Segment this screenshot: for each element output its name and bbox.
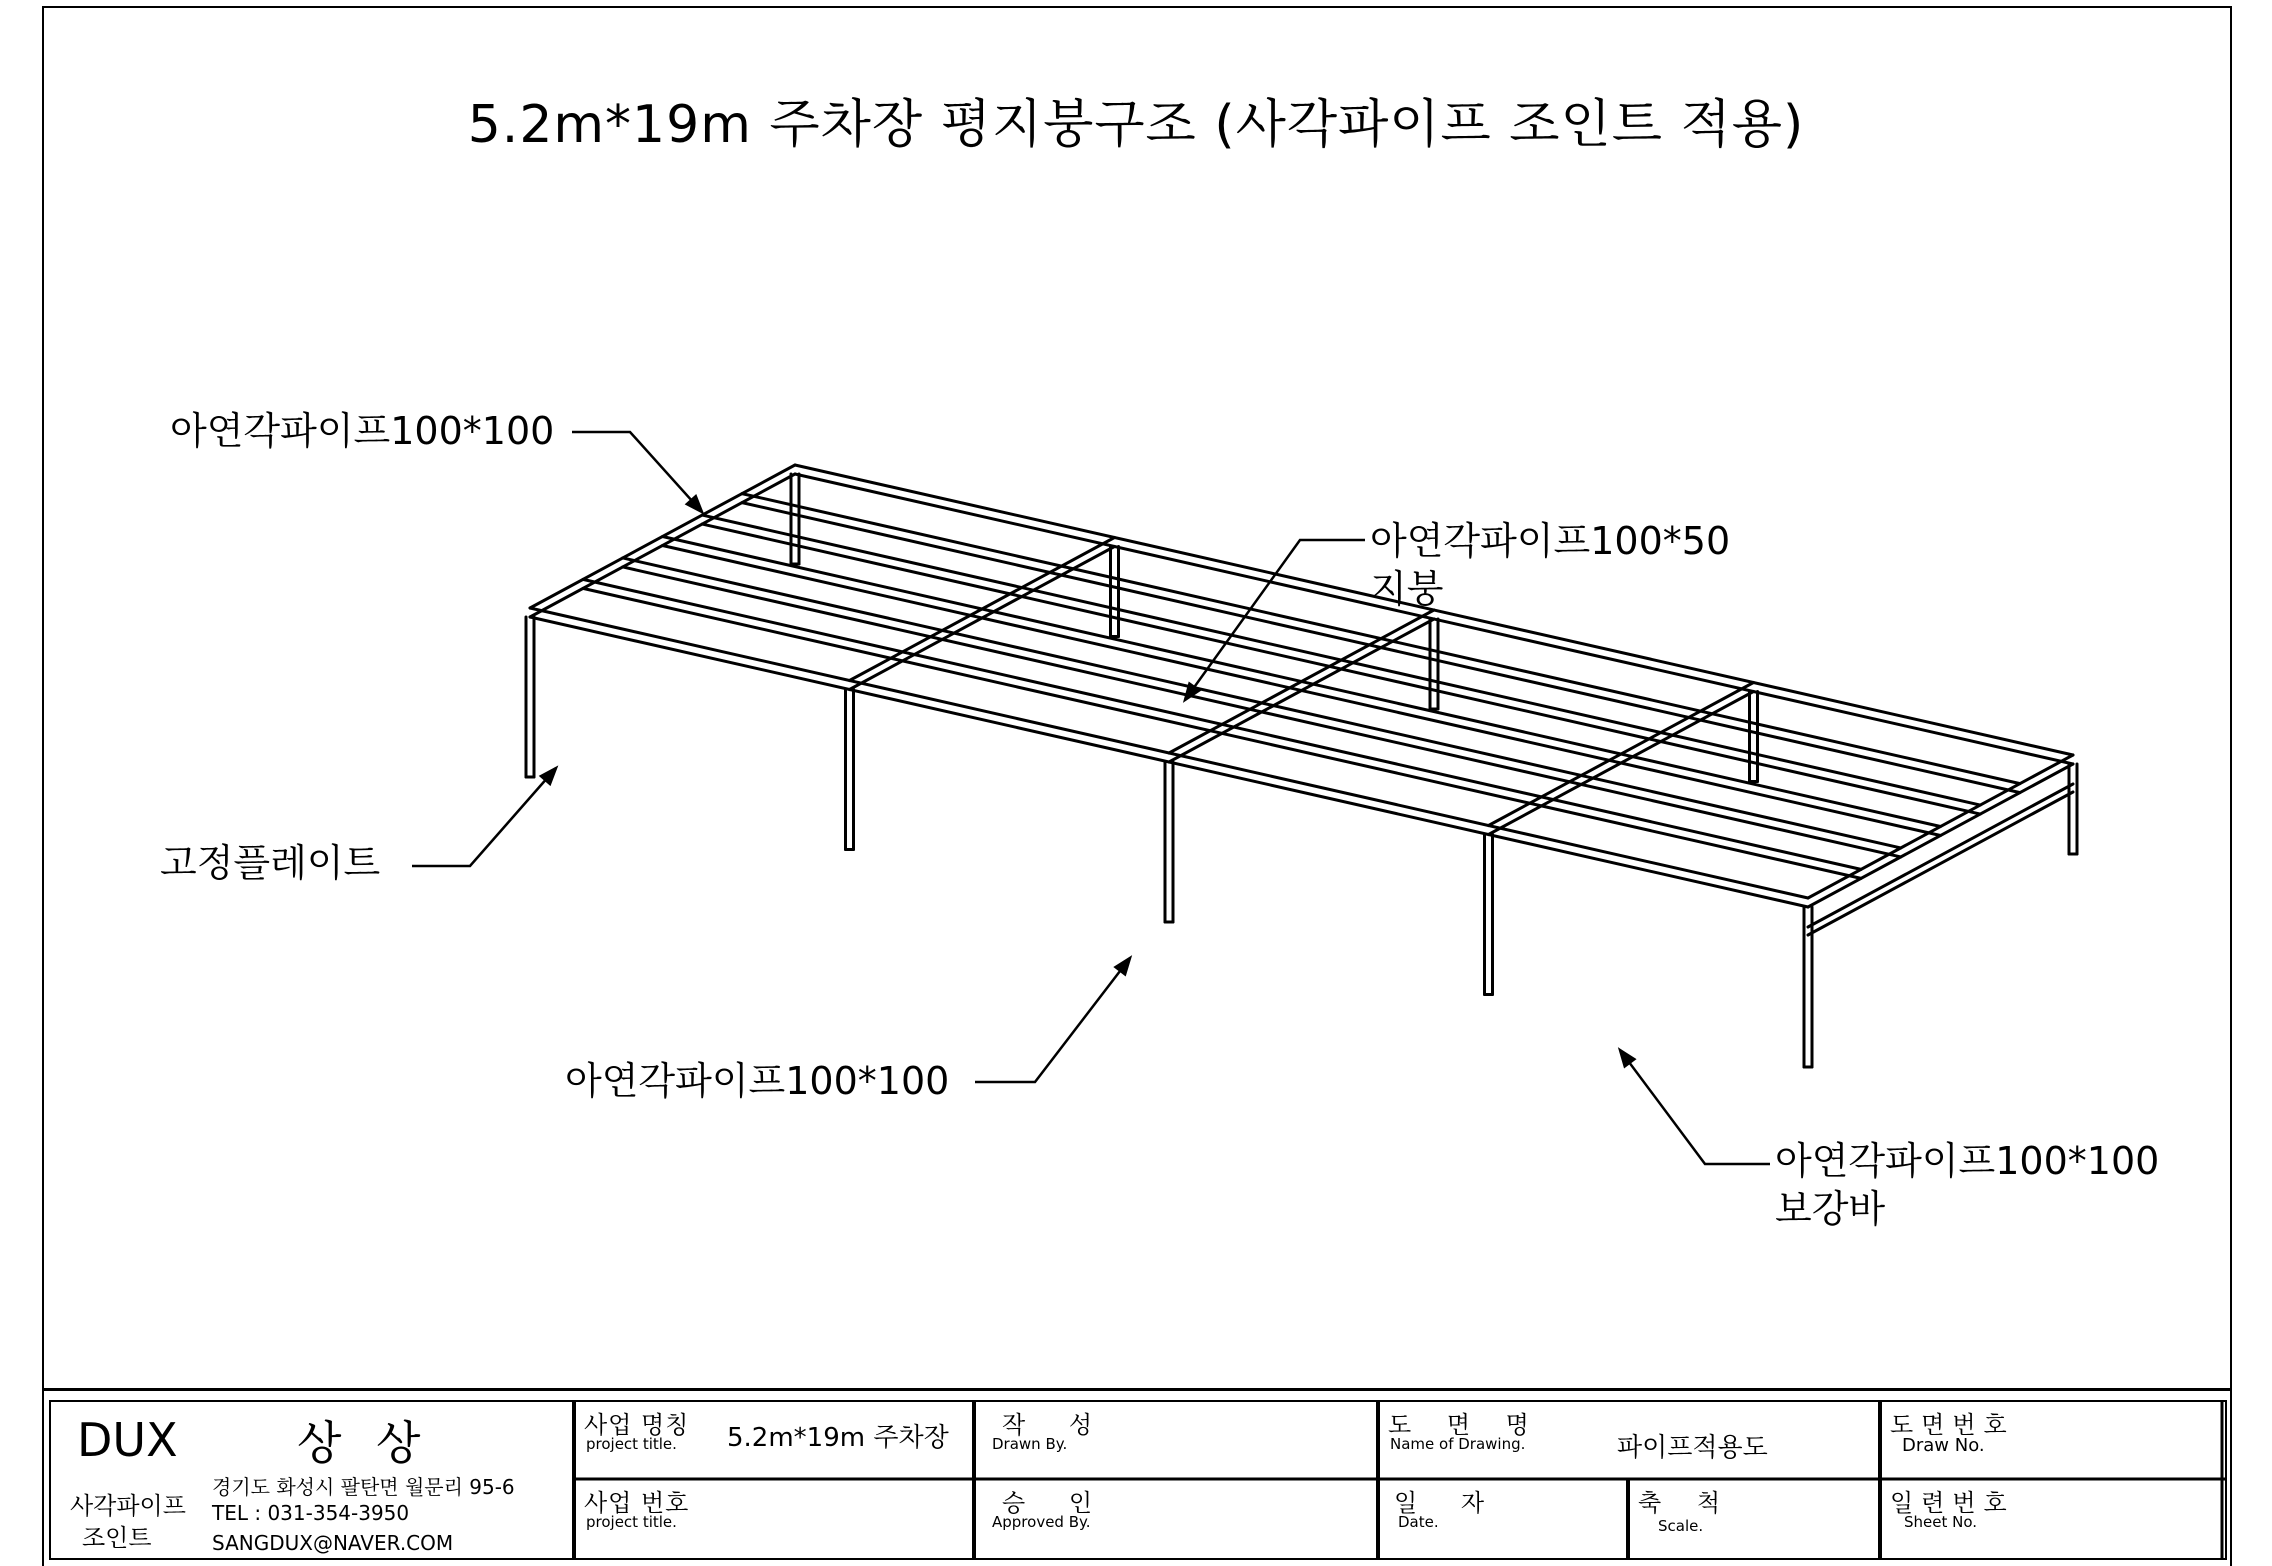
scale-label-en: Scale.: [1658, 1517, 1704, 1535]
company-name-ko: 상 상: [297, 1416, 431, 1470]
label-main-beam: 아연각파이프100*100: [170, 409, 555, 453]
date-label-en: Date.: [1398, 1513, 1439, 1531]
draw-no-label: 도면번호: [1890, 1411, 2015, 1439]
project-no-label-en: project title.: [586, 1513, 677, 1531]
project-no-label: 사업 번호: [584, 1489, 690, 1517]
sheet-no-label-en: Sheet No.: [1904, 1513, 1978, 1531]
company-sub-2: 조인트: [82, 1524, 152, 1552]
project-name-value: 5.2m*19m 주차장: [727, 1423, 949, 1453]
label-roof-purlin: [1370, 518, 1730, 613]
drawing-title: 5.2m*19m 주차장 평지붕구조 (사각파이프 조인트 적용): [467, 95, 1805, 155]
label-roof-purlin-size: 아연각파이프100*50: [1370, 519, 1731, 563]
title-block: [42, 1388, 2232, 1566]
label-roof: 지붕: [1370, 566, 1444, 611]
roof-frame: [526, 465, 2077, 1067]
draw-no-label-en: Draw No.: [1902, 1435, 1985, 1456]
label-brace-bar: 보강바: [1775, 1186, 1886, 1231]
drawing-name-value: 파이프적용도: [1617, 1433, 1768, 1463]
label-brace: [1775, 1138, 2159, 1233]
company-tel: TEL : 031-354-3950: [212, 1501, 410, 1525]
drawing-name-label: 도 면 명: [1388, 1411, 1543, 1439]
company-address: 경기도 화성시 팔탄면 월문리 95-6: [212, 1475, 515, 1499]
sheet-no-label: 일련번호: [1890, 1489, 2015, 1517]
label-fixing-plate: 고정플레이트: [160, 841, 381, 885]
company-sub-1: 사각파이프: [70, 1492, 186, 1520]
scale-label: 축 척: [1638, 1489, 1734, 1517]
drawn-by-label-en: Drawn By.: [992, 1435, 1068, 1453]
drawn-by-label: 작 성: [1002, 1411, 1110, 1439]
date-label: 일 자: [1394, 1489, 1502, 1517]
project-name-label: 사업 명칭: [584, 1411, 690, 1439]
company-email: SANGDUX@NAVER.COM: [212, 1531, 454, 1555]
approved-by-label: 승 인: [1002, 1489, 1110, 1517]
label-brace-size: 아연각파이프100*100: [1775, 1139, 2160, 1183]
drawing-name-label-en: Name of Drawing.: [1390, 1435, 1526, 1453]
project-name-label-en: project title.: [586, 1435, 677, 1453]
label-post: 아연각파이프100*100: [565, 1059, 950, 1103]
approved-by-label-en: Approved By.: [992, 1513, 1091, 1531]
company-logo-text: DUX: [77, 1413, 178, 1467]
